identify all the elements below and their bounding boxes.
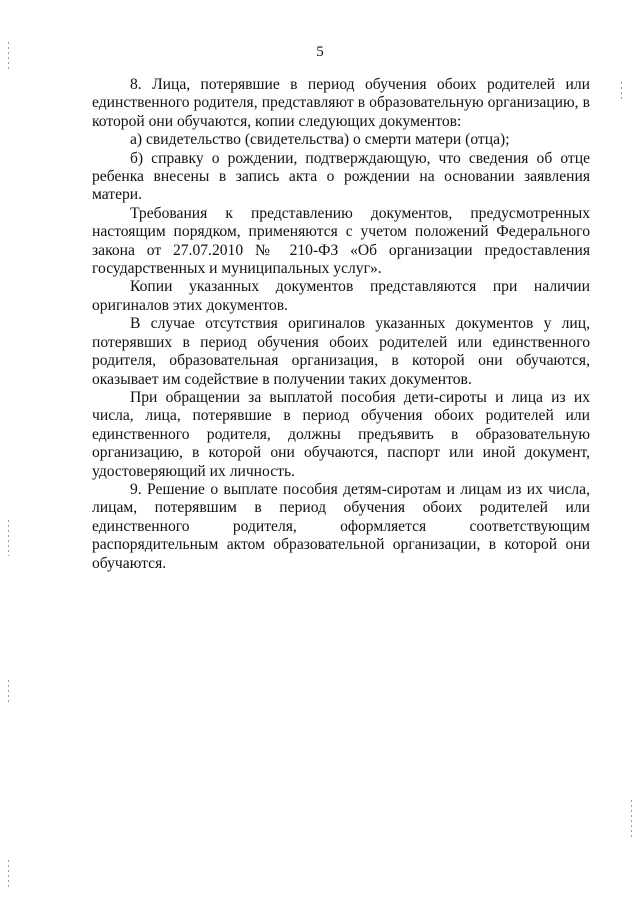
document-body: [92, 76, 590, 573]
paragraph-identity-document: При обращении за выплатой пособия дети-сироты и лица из их числа, лица, потерявшие в период обучения обоих родителей или единственного родителя, должны предъявить в образовательную организацию, в которой они обучаются, паспорт или иной документ, удостоверяющий их личность.: [92, 388, 590, 480]
scan-edge-mark: [8, 42, 9, 72]
page-number: 5: [316, 44, 324, 60]
paragraph-missing-originals: В случае отсутствия оригиналов указанных документов у лиц, потерявших в период обучения обоих родителей или единственного родителя, образовательная организация, в которой они обучаются, оказывает им содействие в получении таких документов.: [92, 315, 590, 388]
scan-edge-mark: [621, 82, 622, 102]
list-item-b: б) справку о рождении, подтверждающую, что сведения об отце ребенка внесены в запись акта о рождении на основании заявления матери.: [92, 149, 590, 204]
paragraph-requirements: Требования к представлению документов, предусмотренных настоящим порядком, применяются с учетом положений Федерального закона от 27.07.2010 № 210-ФЗ «Об организации предоставления государственных и муниципальных услуг».: [92, 204, 590, 278]
paragraph-9: 9. Решение о выплате пособия детям-сиротам и лицам из их числа, лицам, потерявшим в период обучения обоих родителей или единственного родителя, оформляется соответствующим распорядительным актом образовательной организации, в которой они обучаются.: [92, 480, 590, 572]
scan-edge-mark: [8, 680, 9, 704]
scan-edge-mark: [631, 800, 632, 840]
list-item-a: а) свидетельство (свидетельства) о смерти матери (отца);: [130, 131, 510, 149]
scan-edge-mark: [8, 860, 9, 890]
paragraph-originals: Копии указанных документов представляются при наличии оригиналов этих документов.: [92, 278, 590, 314]
paragraph-8: 8. Лица, потерявшие в период обучения обоих родителей или единственного родителя, представляют в образовательную организацию, в которой они обучаются, копии следующих документов:: [92, 76, 590, 130]
scan-edge-mark: [8, 520, 9, 556]
